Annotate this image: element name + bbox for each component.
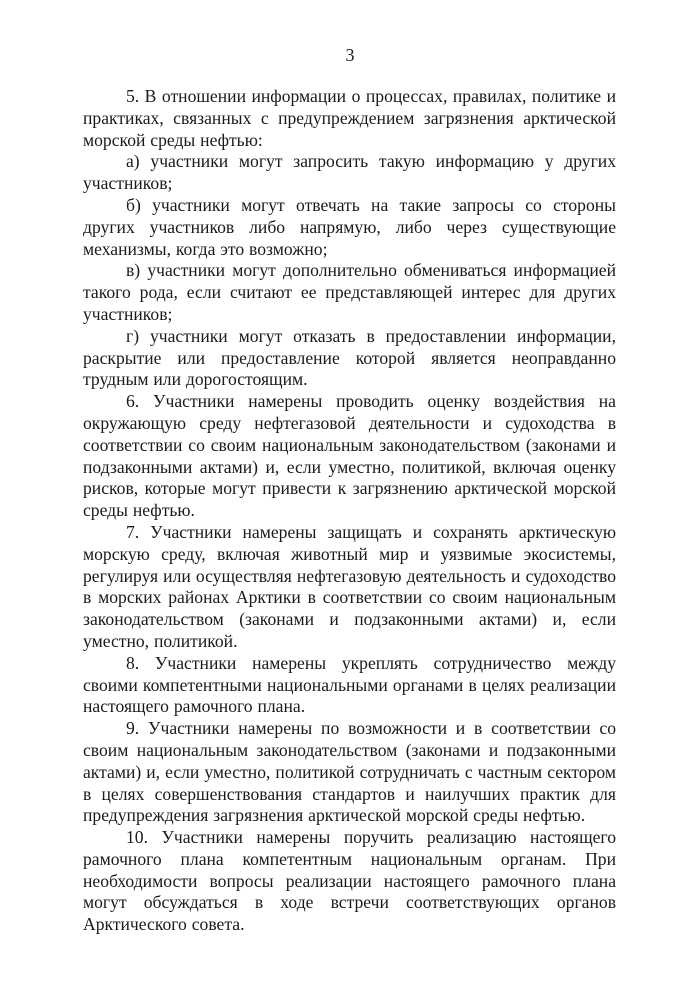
paragraph-9: 9. Участники намерены по возможности и в соответствии со своим национальным законодательством (законами и подзаконными актами) и, если уместно, политикой сотрудничать с частным сектором в целях совершенствования стандартов и наилучших практик для предупреждения загрязнения арктической морской среды нефтью. (83, 718, 616, 826)
paragraph-6: 6. Участники намерены проводить оценку воздействия на окружающую среду нефтегазовой деятельности и судоходства в соответствии со своим национальным законодательством (законами и подзаконными актами) и, если уместно, политикой, включая оценку рисков, которые могут привести к загрязнению арктической морской среды нефтью. (83, 391, 616, 521)
paragraph-7: 7. Участники намерены защищать и сохранять арктическую морскую среду, включая животный мир и уязвимые экосистемы, регулируя или осуществляя нефтегазовую деятельность и судоходство в морских районах Арктики в соответствии со своим национальным законодательством (законами и подзаконными актами) и, если уместно, политикой. (83, 521, 616, 651)
document-body (83, 86, 616, 936)
paragraph-5-g: г) участники могут отказать в предоставлении информации, раскрытие или предоставление которой является неоправданно трудным или дорогостоящим. (83, 325, 616, 390)
paragraph-5-a: а) участники могут запросить такую информацию у других участников; (83, 151, 616, 194)
page-number: 3 (345, 45, 355, 65)
paragraph-5-b: б) участники могут отвечать на такие запросы со стороны других участников либо напрямую, либо через существующие механизмы, когда это возможно; (83, 194, 616, 259)
paragraph-8: 8. Участники намерены укреплять сотрудничество между своими компетентными национальными органами в целях реализации настоящего рамочного плана. (83, 652, 616, 717)
paragraph-5-v: в) участники могут дополнительно обмениваться информацией такого рода, если считают ее представляющей интерес для других участников; (83, 260, 616, 324)
paragraph-5: 5. В отношении информации о процессах, правилах, политике и практиках, связанных с предупреждением загрязнения арктической морской среды нефтью: (83, 86, 616, 150)
paragraph-10: 10. Участники намерены поручить реализацию настоящего рамочного плана компетентным национальным органам. При необходимости вопросы реализации настоящего рамочного плана могут обсуждаться в ходе встречи соответствующих органов Арктического совета. (83, 827, 616, 935)
